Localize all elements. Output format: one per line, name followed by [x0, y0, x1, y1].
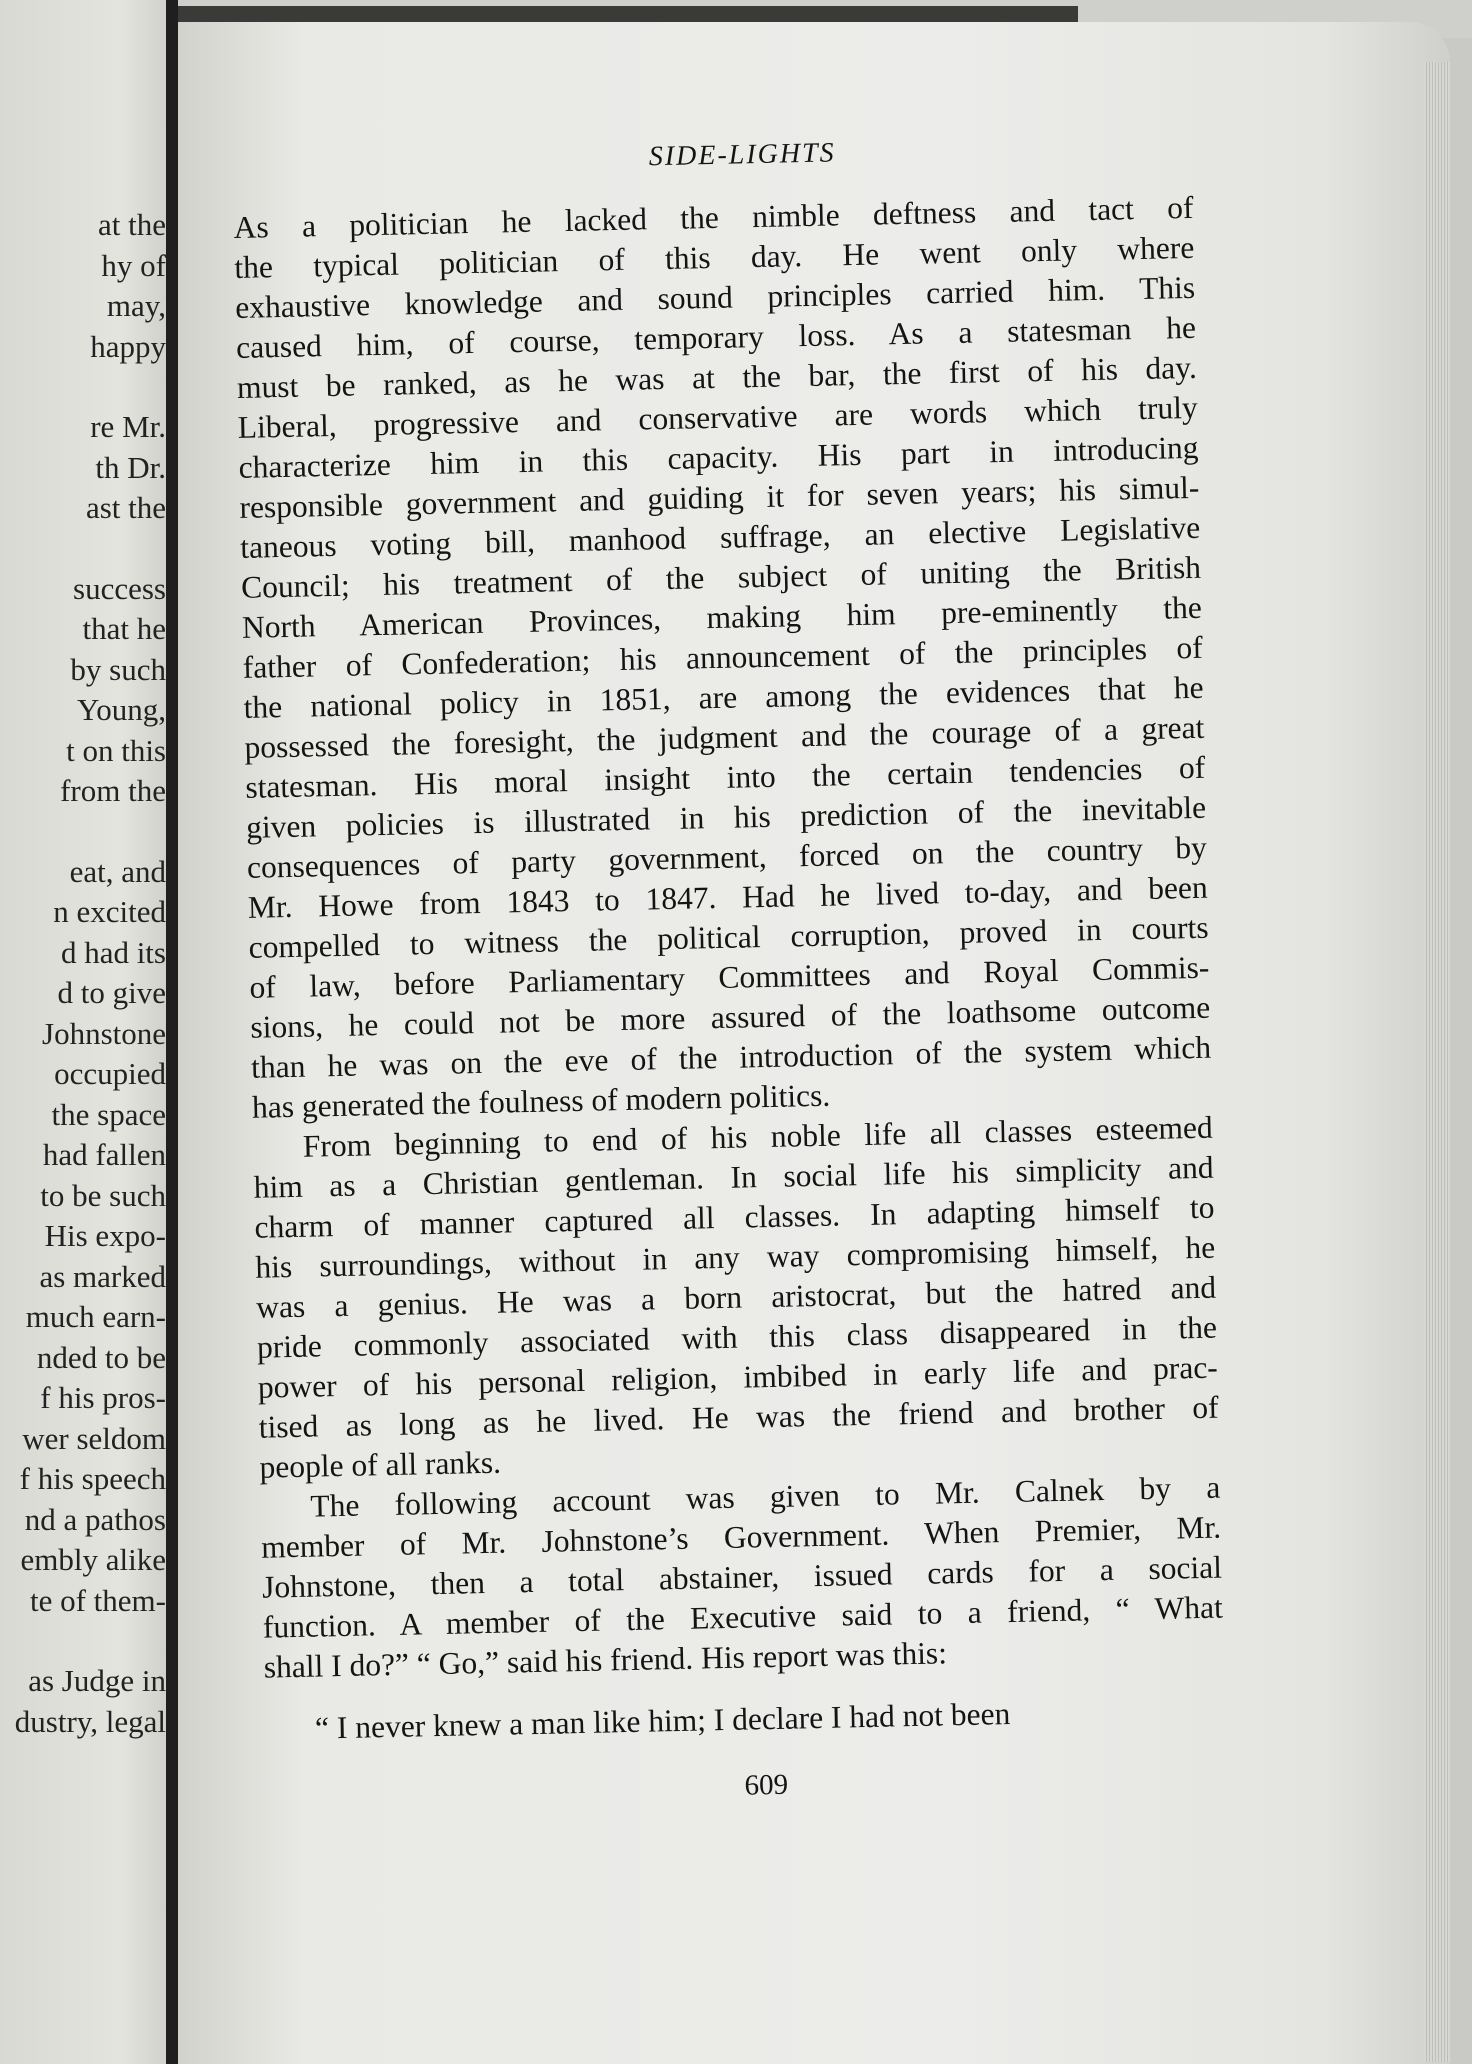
left-page-line: hy of: [101, 247, 166, 283]
text-line: Council; his treatment of the subject of uniting the British: [240, 549, 1202, 605]
text-line: statesman. His moral insight into the certain tendencies of: [244, 749, 1206, 805]
text-line: Johnstone, then a total abstainer, issued cards for a social: [261, 1549, 1223, 1605]
text-line: pride commonly associated with this class disappeared in the: [256, 1309, 1218, 1365]
left-page-line: His expo-: [44, 1218, 166, 1253]
left-page-gap: [0, 529, 166, 569]
paragraph: [252, 1108, 1219, 1488]
left-page-line: n excited: [53, 894, 166, 929]
left-page-line: t on this: [66, 732, 166, 768]
text-line: sions, he could not be more assured of the loathsome outcome: [250, 989, 1211, 1045]
left-page-line: from the: [60, 773, 166, 808]
left-page-line: Johnstone: [42, 1015, 166, 1051]
text-line: Liberal, progressive and conservative are words which truly: [237, 389, 1198, 445]
left-page-gap: [0, 812, 166, 852]
text-line: North American Provinces, making him pre-eminently the: [241, 589, 1203, 645]
left-page-line: ast the: [85, 490, 166, 525]
text-line: As a politician he lacked the nimble deftness and tact of: [233, 189, 1194, 245]
left-page-line: as marked: [39, 1258, 166, 1294]
text-line: his surroundings, without in any way compromising himself, he: [255, 1229, 1216, 1285]
left-page-gap: [0, 367, 166, 407]
text-line: was a genius. He was a born aristocrat, but the hatred and: [255, 1269, 1217, 1325]
left-page-line: eat, and: [69, 853, 166, 889]
left-page-gap: [0, 1621, 166, 1661]
text-line: compelled to witness the political corruption, proved in courts: [248, 909, 1209, 965]
text-line: the typical politician of this day. He went only where: [234, 229, 1195, 285]
right-page-content: [232, 130, 1227, 1813]
left-page-line: th Dr.: [95, 449, 166, 485]
text-line: characterize him in this capacity. His part in introducing: [238, 429, 1199, 485]
left-page-line: at the: [98, 207, 166, 242]
text-line: exhaustive knowledge and sound principles carried him. This: [234, 269, 1196, 325]
running-head: SIDE-LIGHTS: [648, 137, 836, 173]
left-page-line: d to give: [57, 975, 166, 1010]
left-page-line: wer seldom: [22, 1420, 166, 1456]
page-edges: [1424, 62, 1450, 2062]
text-line: the national policy in 1851, are among the evidences that he: [243, 669, 1204, 725]
text-line: responsible government and guiding it for seven years; his simul-: [239, 469, 1200, 525]
body-text: [233, 188, 1225, 1750]
text-line: has generated the foulness of modern politics.: [251, 1077, 831, 1125]
text-line: tised as long as he lived. He was the friend and brother of: [258, 1389, 1219, 1445]
text-line: From beginning to end of his noble life all classes esteemed: [302, 1109, 1214, 1164]
left-page-line: had fallen: [42, 1137, 166, 1172]
paragraph: [260, 1468, 1224, 1688]
text-line: shall I do?” “ Go,” said his friend. His report was this:: [263, 1635, 948, 1685]
text-line: taneous voting bill, manhood suffrage, an elective Legislative: [239, 509, 1201, 565]
left-page-line: re Mr.: [90, 409, 166, 444]
left-page-line: te of them-: [29, 1582, 166, 1618]
left-page-line: as Judge in: [28, 1663, 166, 1698]
text-line: than he was on the eve of the introduction of the system which: [250, 1029, 1212, 1085]
paragraph: [233, 188, 1212, 1128]
left-page-line: that he: [82, 611, 166, 646]
left-page-line: f his speech: [19, 1461, 166, 1496]
page-number: 609: [744, 1768, 789, 1802]
text-line: father of Confederation; his announcement of the principles of: [242, 629, 1203, 685]
text-line: charm of manner captured all classes. In adapting himself to: [254, 1189, 1215, 1245]
text-line: consequences of party government, forced on the country by: [246, 829, 1208, 885]
left-page-line: Young,: [76, 692, 166, 727]
text-line: Mr. Howe from 1843 to 1847. Had he lived to-day, and been: [247, 869, 1209, 925]
left-page-line: nded to be: [36, 1339, 166, 1375]
left-page-line: by such: [70, 651, 166, 687]
text-line: function. A member of the Executive said to a friend, “ What: [262, 1589, 1224, 1645]
left-page-line: occupied: [54, 1056, 166, 1091]
left-page-line: d had its: [60, 934, 166, 970]
text-line: him as a Christian gentleman. In social life his simplicity and: [253, 1149, 1214, 1205]
text-line: member of Mr. Johnstone’s Government. When Premier, Mr.: [260, 1509, 1222, 1565]
text-line: must be ranked, as he was at the bar, the first of his day.: [236, 349, 1198, 405]
left-page-line: f his pros-: [40, 1380, 166, 1415]
left-page-line: to be such: [40, 1177, 166, 1213]
left-page-line: nd a pathos: [24, 1501, 166, 1537]
text-line: power of his personal religion, imbibed in early life and prac-: [257, 1349, 1219, 1405]
left-page-line: dustry, legal: [14, 1703, 166, 1739]
left-page-text: [0, 205, 166, 1742]
quote-paragraph: [265, 1690, 1226, 1750]
left-page-line: embly alike: [20, 1542, 166, 1577]
book-gutter: [166, 0, 178, 2064]
text-line: “ I never knew a man like him; I declare I had not been: [314, 1696, 1011, 1746]
left-page-line: much earn-: [25, 1299, 166, 1334]
text-line: people of all ranks.: [259, 1444, 502, 1485]
left-page-fragment: [0, 0, 172, 2064]
text-line: caused him, of course, temporary loss. As a statesman he: [235, 309, 1197, 365]
left-page-line: may,: [106, 288, 166, 323]
left-page-line: the space: [51, 1096, 166, 1132]
text-line: The following account was given to Mr. Calnek by a: [310, 1469, 1221, 1524]
left-page-line: happy: [90, 328, 166, 364]
left-page-line: success: [73, 570, 166, 606]
text-line: given policies is illustrated in his prediction of the inevitable: [245, 789, 1207, 845]
text-line: of law, before Parliamentary Committees and Royal Commis-: [249, 949, 1210, 1005]
text-line: possessed the foresight, the judgment and the courage of a great: [244, 709, 1205, 765]
